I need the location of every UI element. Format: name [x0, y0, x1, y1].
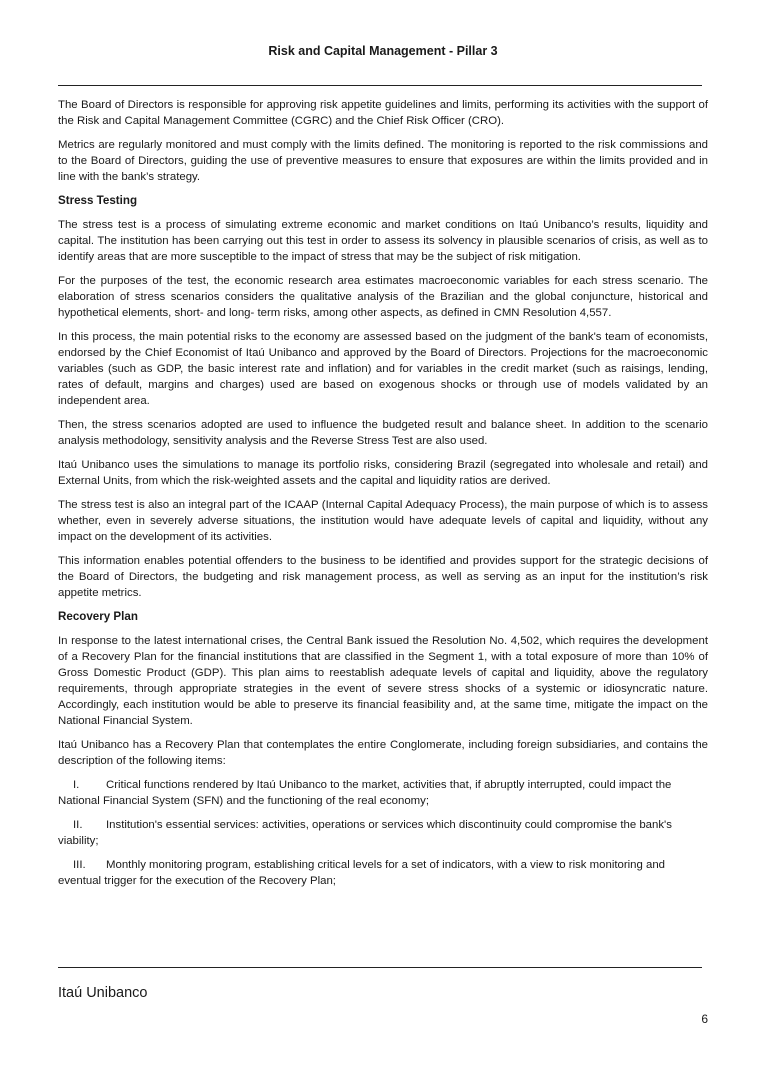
paragraph: Itaú Unibanco uses the simulations to manage its portfolio risks, considering Brazil (segregated into wholesale and retail) and External Units, from which the risk-weighted assets and the capital and liquidity ratios are derived.: [58, 459, 708, 487]
page-header-title: Risk and Capital Management - Pillar 3: [268, 44, 498, 58]
paragraph: The Board of Directors is responsible for approving risk appetite guidelines and limits, performing its activities with the support of the Risk and Capital Management Committee (CGRC) and the Chief Risk Officer (CRO).: [58, 99, 708, 127]
header-divider: [58, 85, 702, 86]
footer-brand: Itaú Unibanco: [58, 985, 148, 1001]
list-item-text: Critical functions rendered by Itaú Unibanco to the market, activities that, if abruptly interrupted, could impact the National Financial System (SFN) and the functioning of the real economy;: [58, 779, 672, 807]
list-item: [58, 817, 708, 849]
list-item: [58, 857, 708, 889]
list-item-text: Institution's essential services: activities, operations or services which discontinuity could compromise the bank's viability;: [58, 819, 672, 847]
paragraph: The stress test is a process of simulating extreme economic and market conditions on Itaú Unibanco’s results, liquidity and capital. The institution has been carrying out this test in order to assess its solvency in plausible scenarios of crisis, as well as to identify areas that are more susceptible to the impact of stress that may be the subject of risk mitigation.: [58, 219, 708, 263]
list-item-number: III.: [73, 859, 86, 871]
paragraph: In this process, the main potential risks to the economy are assessed based on the judgment of the bank's team of economists, endorsed by the Chief Economist of Itaú Unibanco and approved by the Board of Directors. Projections for the macroeconomic variables (such as GDP, the basic interest rate and inflation) and for variables in the credit market (such as raisings, lending, rates of default, margins and charges) used are based on exogenous shocks or through use of models validated by an independent area.: [58, 331, 708, 407]
section-heading-recovery-plan: Recovery Plan: [58, 610, 138, 623]
paragraph: The stress test is also an integral part of the ICAAP (Internal Capital Adequacy Process), the main purpose of which is to assess whether, even in severely adverse situations, the institution would have adequate levels of capital and liquidity, without any impact on the development of its activities.: [58, 499, 708, 543]
list-item: [58, 777, 708, 809]
list-item-number: I.: [73, 779, 80, 791]
list-item-text: Monthly monitoring program, establishing critical levels for a set of indicators, with a view to risk monitoring and eventual trigger for the execution of the Recovery Plan;: [58, 859, 666, 887]
paragraph: This information enables potential offenders to the business to be identified and provides support for the strategic decisions of the Board of Directors, the budgeting and risk management process, as well as serving as an input for the institution’s risk appetite metrics.: [58, 555, 708, 599]
list-item-number: II.: [73, 819, 83, 831]
document-body: [58, 97, 708, 897]
footer-divider: [58, 967, 702, 968]
paragraph: Then, the stress scenarios adopted are used to influence the budgeted result and balance sheet. In addition to the scenario analysis methodology, sensitivity analysis and the Reverse Stress Test are also used.: [58, 419, 708, 447]
paragraph: Metrics are regularly monitored and must comply with the limits defined. The monitoring is reported to the risk commissions and to the Board of Directors, guiding the use of preventive measures to ensure that exposures are within the limits provided and in line with the bank’s strategy.: [58, 139, 708, 183]
page-number: 6: [701, 1012, 708, 1026]
paragraph: In response to the latest international crises, the Central Bank issued the Resolution No. 4,502, which requires the development of a Recovery Plan for the financial institutions that are classified in the Segment 1, with a total exposure of more than 10% of Gross Domestic Product (GDP). This plan aims to reestablish adequate levels of capital and liquidity, above the regulatory requirements, through appropriate strategies in the event of severe stress shocks of a systemic or idiosyncratic nature. Accordingly, each institution would be able to preserve its financial feasibility and, at the same time, mitigate the impact on the National Financial System.: [58, 635, 708, 727]
paragraph: Itaú Unibanco has a Recovery Plan that contemplates the entire Conglomerate, including foreign subsidiaries, and contains the description of the following items:: [58, 739, 708, 767]
section-heading-stress-testing: Stress Testing: [58, 194, 138, 207]
paragraph: For the purposes of the test, the economic research area estimates macroeconomic variables for each stress scenario. The elaboration of stress scenarios considers the qualitative analysis of the Brazilian and the global conjuncture, historical and hypothetical elements, short- and long- term risks, among other aspects, as defined in CMN Resolution 4,557.: [58, 275, 708, 319]
